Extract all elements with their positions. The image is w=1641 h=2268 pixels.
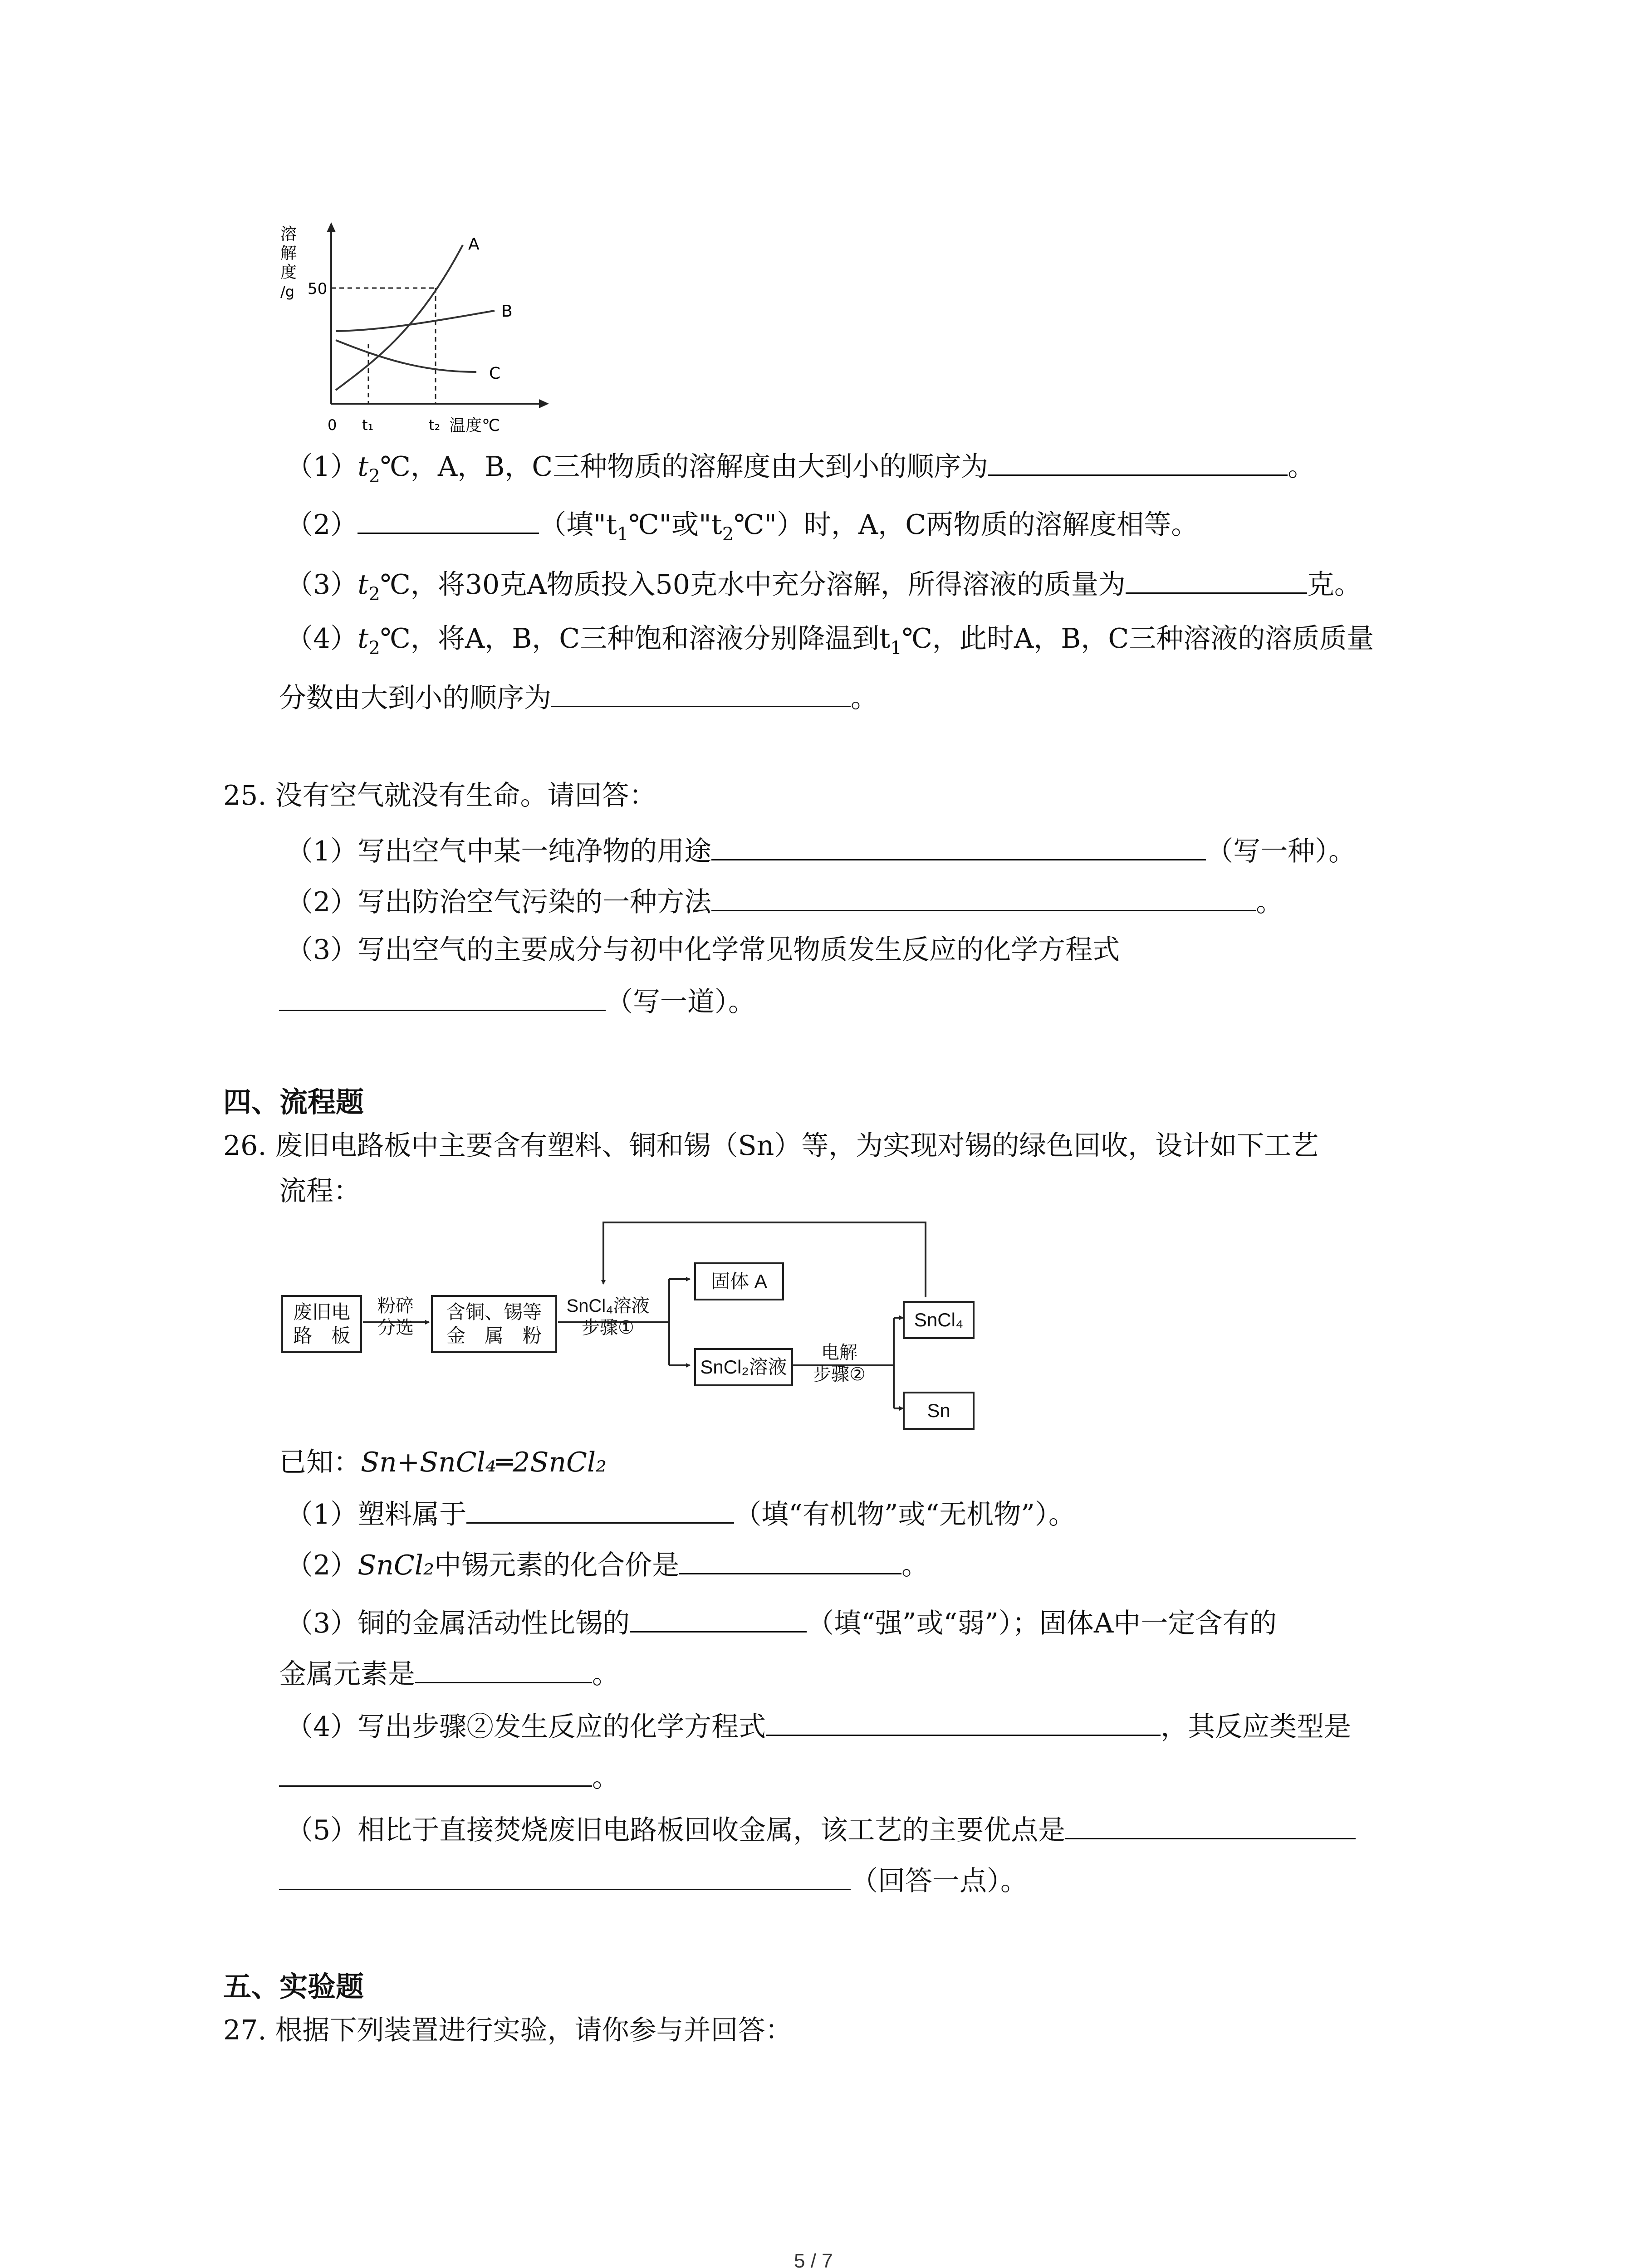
answer-blank[interactable] [711, 834, 1206, 860]
q27-title: 27. 根据下列装置进行实验，请你参与并回答： [223, 2014, 793, 2046]
q25-title: 25. 没有空气就没有生命。请回答： [223, 780, 656, 811]
q26-part2: （2）SnCl₂中锡元素的化合价是 。 [286, 1548, 929, 1582]
section-header-flow: 四、流程题 [223, 1085, 364, 1119]
tick-50: 50 [308, 280, 328, 298]
q25-part3-cont: （写一道）。 [279, 984, 755, 1018]
section-header-experiment: 五、实验题 [223, 1970, 364, 2003]
curve-b [336, 311, 495, 331]
q26-known: 已知：Sn+SnCl₄═2SnCl₂ [279, 1447, 607, 1478]
box-sncl4: SnCl₄ [903, 1301, 975, 1339]
answer-blank[interactable] [988, 449, 1288, 476]
q26-part4: （4）写出步骤②发生反应的化学方程式 ，其反应类型是 [286, 1709, 1351, 1743]
page-number: 5 / 7 [794, 2250, 833, 2268]
box-waste-board: 废旧电 路 板 [281, 1295, 362, 1353]
q25-part3: （3）写出空气的主要成分与初中化学常见物质发生反应的化学方程式 [286, 934, 1120, 966]
ylabel-4: /g [280, 283, 295, 300]
answer-blank[interactable] [630, 1606, 807, 1633]
q26-title: 26. 废旧电路板中主要含有塑料、铜和锡（Sn）等，为实现对锡的绿色回收，设计如下工艺 [223, 1130, 1319, 1162]
answer-blank[interactable] [358, 507, 539, 534]
box-metal-powder: 含铜、锡等 金 属 粉 [431, 1295, 557, 1353]
q26-title-cont: 流程： [279, 1175, 361, 1207]
label-step1: SnCl₄溶液 步骤① [566, 1296, 650, 1338]
label-c: C [489, 364, 501, 383]
q25-part2: （2）写出防治空气污染的一种方法 。 [286, 885, 1283, 919]
answer-blank[interactable] [679, 1548, 901, 1574]
q24-part1: $(1)t_2℃$，A，B，C三种物质的溶解度由大到小的顺序为 。 [286, 449, 1315, 493]
q26-part4-cont: 。 [279, 1760, 619, 1794]
label-b: B [501, 302, 513, 321]
box-sncl2-solution: SnCl₂溶液 [694, 1348, 793, 1386]
solubility-graph [272, 213, 563, 440]
curve-c [336, 340, 476, 372]
tick-t2: t₂ [429, 416, 441, 434]
ylabel-3: 度 [280, 263, 297, 282]
answer-blank[interactable] [711, 885, 1256, 911]
answer-blank[interactable] [279, 1760, 592, 1787]
q26-part3-cont: 金属元素是 。 [279, 1657, 619, 1691]
q24-part4: $(4)t_2℃$，将A，B，C三种饱和溶液分别降温到$t_1℃$，此时A，B，C三种溶液的溶质质量 [286, 623, 1374, 659]
answer-blank[interactable] [279, 1863, 851, 1890]
answer-blank[interactable] [551, 680, 851, 707]
q26-part5: （5）相比于直接焚烧废旧电路板回收金属，该工艺的主要优点是 [286, 1813, 1356, 1847]
answer-blank[interactable] [1126, 567, 1307, 594]
ylabel-2: 解 [280, 244, 297, 263]
answer-blank[interactable] [415, 1657, 592, 1683]
box-sn: Sn [903, 1392, 975, 1430]
q26-part3: （3）铜的金属活动性比锡的 （填“强”或“弱”）；固体A中一定含有的 [286, 1606, 1277, 1640]
answer-blank[interactable] [466, 1497, 734, 1524]
box-solid-a: 固体 A [694, 1262, 784, 1300]
x-axis-arrow [539, 399, 549, 408]
tick-0: 0 [328, 416, 337, 434]
q24-part3: $(3)t_2℃$，将30克A物质投入50克水中充分溶解，所得溶液的质量为 克。 [286, 567, 1362, 611]
curve-a [336, 245, 463, 390]
answer-blank[interactable] [766, 1709, 1161, 1736]
xlabel: 温度℃ [449, 416, 500, 435]
label-step2: 电解 步骤② [813, 1343, 866, 1384]
q26-part1: （1）塑料属于 （填“有机物”或“无机物”）。 [286, 1497, 1076, 1531]
answer-blank[interactable] [279, 984, 606, 1011]
q24-part2: （2） （填"$t_1℃$"或"$t_2℃$"）时，A，C两物质的溶解度相等。 [286, 507, 1198, 551]
q25-part1: （1）写出空气中某一纯净物的用途 （写一种）。 [286, 834, 1356, 868]
ylabel-1: 溶 [280, 225, 297, 244]
label-a: A [468, 235, 480, 254]
q24-part4-cont: 分数由大到小的顺序为 。 [279, 680, 878, 714]
label-crush-sort: 粉碎 分选 [377, 1296, 414, 1338]
answer-blank[interactable] [1065, 1813, 1356, 1839]
q26-part5-cont: （回答一点）。 [279, 1863, 1028, 1897]
tick-t1: t₁ [362, 416, 374, 434]
y-axis-arrow [327, 222, 336, 232]
